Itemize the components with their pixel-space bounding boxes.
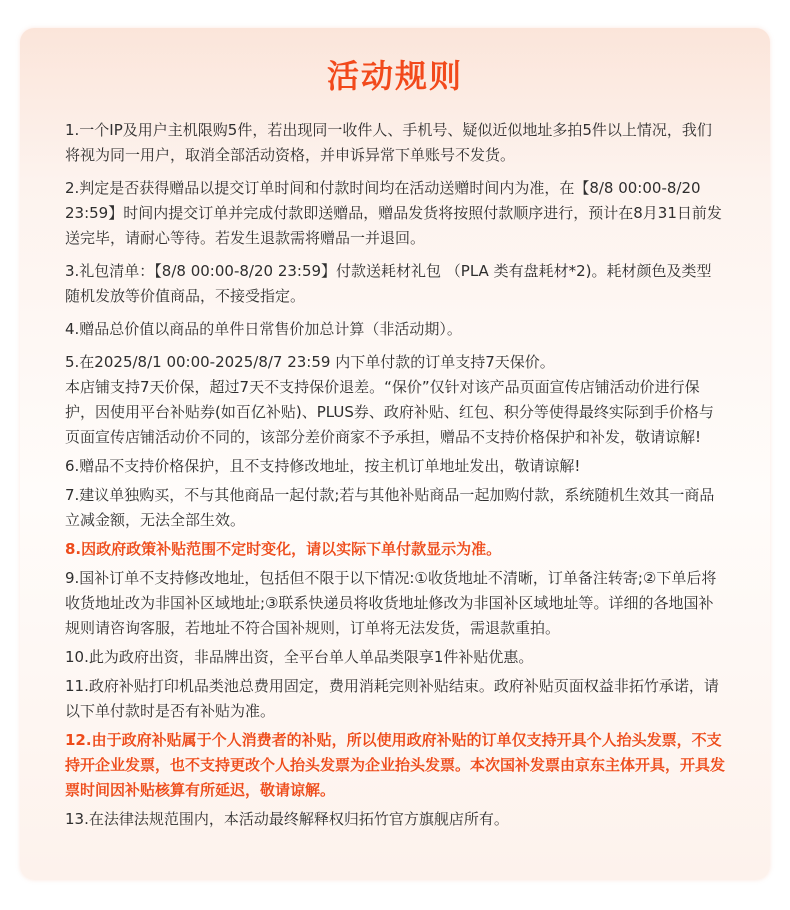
rule-item-8: 8.因政府政策补贴范围不定时变化，请以实际下单付款显示为准。 bbox=[65, 540, 502, 558]
rule-item-4: 4.赠品总价值以商品的单件日常售价加总计算（非活动期）。 bbox=[65, 320, 462, 338]
rule-item-6: 6.赠品不支持价格保护，且不支持修改地址，按主机订单地址发出，敬请谅解! bbox=[65, 457, 581, 475]
rule-item-9: 9.国补订单不支持修改地址，包括但不限于以下情况:①收货地址不清晰，订单备注转寄;②下单后将收货地址改为非国补区域地址;③联系快递员将收货地址修改为非国补区域地址等。详细的各地国补规则请咨询客服，若地址不符合国补规则，订单将无法发货，需退款重拍。 bbox=[65, 569, 717, 637]
rule-item-13: 13.在法律法规范围内，本活动最终解释权归拓竹官方旗舰店所有。 bbox=[65, 810, 509, 828]
rule-item-11: 11.政府补贴打印机品类池总费用固定，费用消耗完则补贴结束。政府补贴页面权益非拓竹承诺，请以下单付款时是否有补贴为准。 bbox=[65, 677, 719, 720]
rule-item-2: 2.判定是否获得赠品以提交订单时间和付款时间均在活动送赠时间内为准，在【8/8 00:00-8/20 23:59】时间内提交订单并完成付款即送赠品，赠品发货将按照付款顺序进行，预计在8月31日前发送完毕，请耐心等待。若发生退款需将赠品一并退回。 bbox=[65, 179, 722, 247]
rule-item-10: 10.此为政府出资，非品牌出资，全平台单人单品类限享1件补贴优惠。 bbox=[65, 648, 534, 666]
rule-item-12: 12.由于政府补贴属于个人消费者的补贴，所以使用政府补贴的订单仅支持开具个人抬头发票，不支持开企业发票，也不支持更改个人抬头发票为企业抬头发票。本次国补发票由京东主体开具，开具发票时间因补贴核算有所延迟，敬请谅解。 bbox=[65, 731, 726, 799]
rules-card bbox=[20, 28, 770, 880]
rules-list bbox=[65, 118, 725, 832]
rule-item-1: 1.一个IP及用户主机限购5件，若出现同一收件人、手机号、疑似近似地址多拍5件以上情况，我们将视为同一用户，取消全部活动资格，并申诉异常下单账号不发货。 bbox=[65, 121, 712, 164]
page-title: 活动规则 bbox=[326, 57, 463, 95]
rule-item-3: 3.礼包清单：【8/8 00:00-8/20 23:59】付款送耗材礼包 （PLA 类有盘耗材*2)。耗材颜色及类型随机发放等价值商品，不接受指定。 bbox=[65, 262, 712, 305]
rule-item-7: 7.建议单独购买，不与其他商品一起付款;若与其他补贴商品一起加购付款，系统随机生效其一商品立减金额，无法全部生效。 bbox=[65, 486, 715, 529]
rule-item-5: 5.在2025/8/1 00:00-2025/8/7 23:59 内下单付款的订单支持7天保价。 本店铺支持7天价保，超过7天不支持保价退差。“保价”仅针对该产品页面宣传店铺活动价进行保护，因使用平台补贴券(如百亿补贴)、PLUS券、政府补贴、红包、积分等使得最终实际到手价格与页面宣传店铺活动价不同的，该部分差价商家不予承担，赠品不支持价格保护和补发，敬请谅解! bbox=[65, 353, 714, 446]
